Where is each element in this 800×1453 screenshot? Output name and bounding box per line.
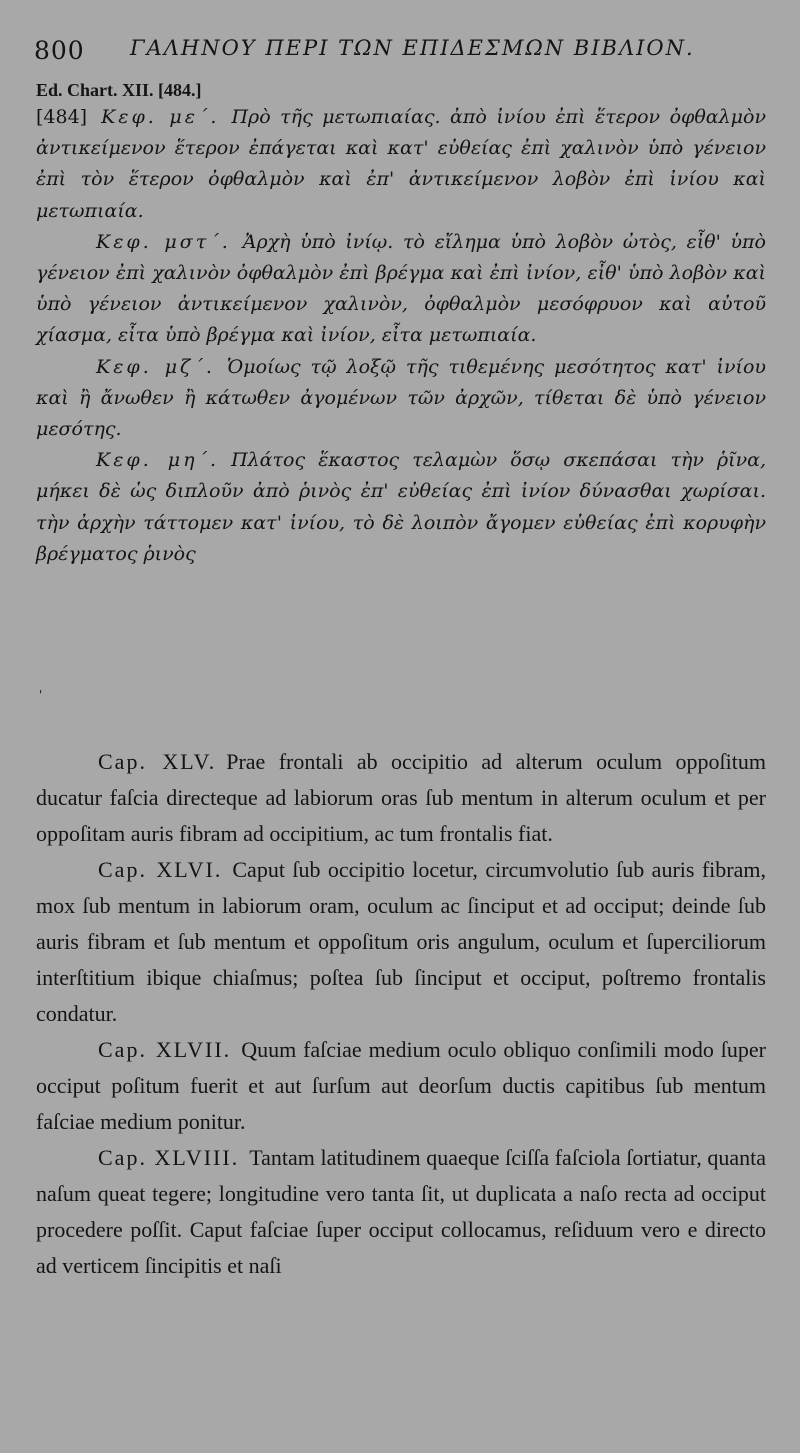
- paragraph-text: Ἀρχὴ ὑπὸ ἰνίῳ. τὸ εἴλημα ὑπὸ λοβὸν ὠτὸς, εἶθ' ὑπὸ γένειον ἐπὶ χαλινὸν ὀφθαλμὸν ἐπὶ βρέγμα καὶ ἐπὶ ἰνίον, εἶθ' ὑπὸ λοβὸν καὶ ὑπὸ γένειον ἀντικείμενον χαλινὸν, ὀφθαλμὸν μεσόφρυον καὶ αὐτοῦ χίασμα, εἶτα ὑπὸ βρέγμα καὶ ἰνίον, εἶτα μετωπιαία.: [36, 230, 766, 347]
- paragraph-text: Πλάτος ἕκαστος τελαμὼν ὅσῳ σκεπάσαι τὴν ῥῖνα, μήκει δὲ ὡς διπλοῦν ἀπὸ ῥινὸς ἐπ' εὐθείας ἐπὶ ἰνίον δύνασθαι χωρίσαι. τὴν ἀρχὴν τάττομεν κατ' ἰνίου, τὸ δὲ λοιπὸν ἄγομεν εὐθείας ἐπὶ κορυφὴν βρέγματος ῥινὸς: [36, 449, 766, 565]
- paragraph-text: Prae frontali ab occipitio ad alterum oculum oppoſitum ducatur faſcia directeque ad labiorum oras ſub mentum in alterum oculum et per oppoſitam auris fibram ad occipitium, ac tum frontalis fiat.: [36, 749, 767, 846]
- latin-text-block: [36, 744, 766, 1284]
- edition-reference: Ed. Chart. XII. [484.]: [36, 80, 202, 100]
- latin-paragraph: [36, 1032, 766, 1140]
- page-number: 800: [34, 36, 85, 65]
- paragraph-text: Caput ſub occipitio locetur, circumvolutio ſub auris fibram, mox ſub mentum in labiorum oram, oculum ac ſinciput et ad occiput; deinde ſub auris fibram et ſub mentum et oppoſitum oris angulum, oculum et ſuperciliorum interſtitium ibique chiaſmus; poſtea ſub ſinciput et occiput, poſtremo frontalis condatur.: [36, 857, 766, 1026]
- greek-paragraph: [36, 227, 766, 352]
- greek-paragraph: [36, 352, 766, 446]
- chapter-heading: Κεφ. μζ΄.: [96, 355, 215, 378]
- latin-paragraph: [36, 852, 766, 1032]
- latin-paragraph: [36, 1140, 766, 1284]
- greek-text-block: [36, 102, 766, 570]
- chapter-heading: Κεφ. με΄.: [101, 106, 220, 128]
- stray-mark: ': [39, 688, 43, 702]
- page-header: [34, 30, 774, 70]
- chapter-heading: Κεφ. μστ΄.: [96, 230, 231, 253]
- chapter-heading: Cap. XLVII.: [98, 1037, 232, 1062]
- paragraph-text: Πρὸ τῆς μετωπιαίας. ἀπὸ ἰνίου ἐπὶ ἕτερον ὀφθαλμὸν ἀντικείμενον ἕτερον ἐπάγεται καὶ κατ' εὐθείας ἐπὶ χαλινὸν ὑπὸ γένειον ἐπὶ τὸν ἕτερον ὀφθαλμὸν καὶ ἐπ' ἀντικείμενον λοβὸν ἐπὶ ἰνίου καὶ μετωπιαία.: [36, 106, 766, 222]
- chapter-heading: Κεφ. μη΄.: [96, 449, 220, 472]
- chapter-heading: Cap. XLVIII.: [98, 1145, 240, 1170]
- greek-paragraph: [36, 445, 766, 570]
- paragraph-text: Tantam latitudinem quaeque ſciſſa faſciola ſortiatur, quanta naſum queat tegere; longitudine vero tanta ſit, ut duplicata a naſo recta ad occiput procedere poſſit. Caput faſciae ſuper occiput collocamus, reſiduum vero e directo ad verticem ſincipitis et naſi: [36, 1145, 766, 1278]
- chapter-heading: Cap. XLV.: [98, 749, 217, 774]
- page-marker: [484]: [36, 106, 88, 128]
- paragraph-text: Ὁμοίως τῷ λοξῷ τῆς τιθεμένης μεσότητος κατ' ἰνίου καὶ ἢ ἄνωθεν ἢ κάτωθεν ἀγομένων τῶν ἀρχῶν, τίθεται δὲ ὑπὸ γένειον μεσότης.: [36, 355, 766, 441]
- running-title: ΓΑΛΗΝΟΥ ΠΕΡΙ ΤΩΝ ΕΠΙΔΕΣΜΩΝ ΒΙΒΛΙΟΝ.: [130, 36, 695, 60]
- paragraph-text: Quum faſciae medium oculo obliquo conſimili modo ſuper occiput poſitum fuerit et aut ſurſum aut deorſum ductis capitibus ſub mentum faſciae medium ponitur.: [36, 1037, 766, 1134]
- greek-paragraph: [36, 102, 766, 227]
- latin-paragraph: [36, 744, 766, 852]
- chapter-heading: Cap. XLVI.: [98, 857, 223, 882]
